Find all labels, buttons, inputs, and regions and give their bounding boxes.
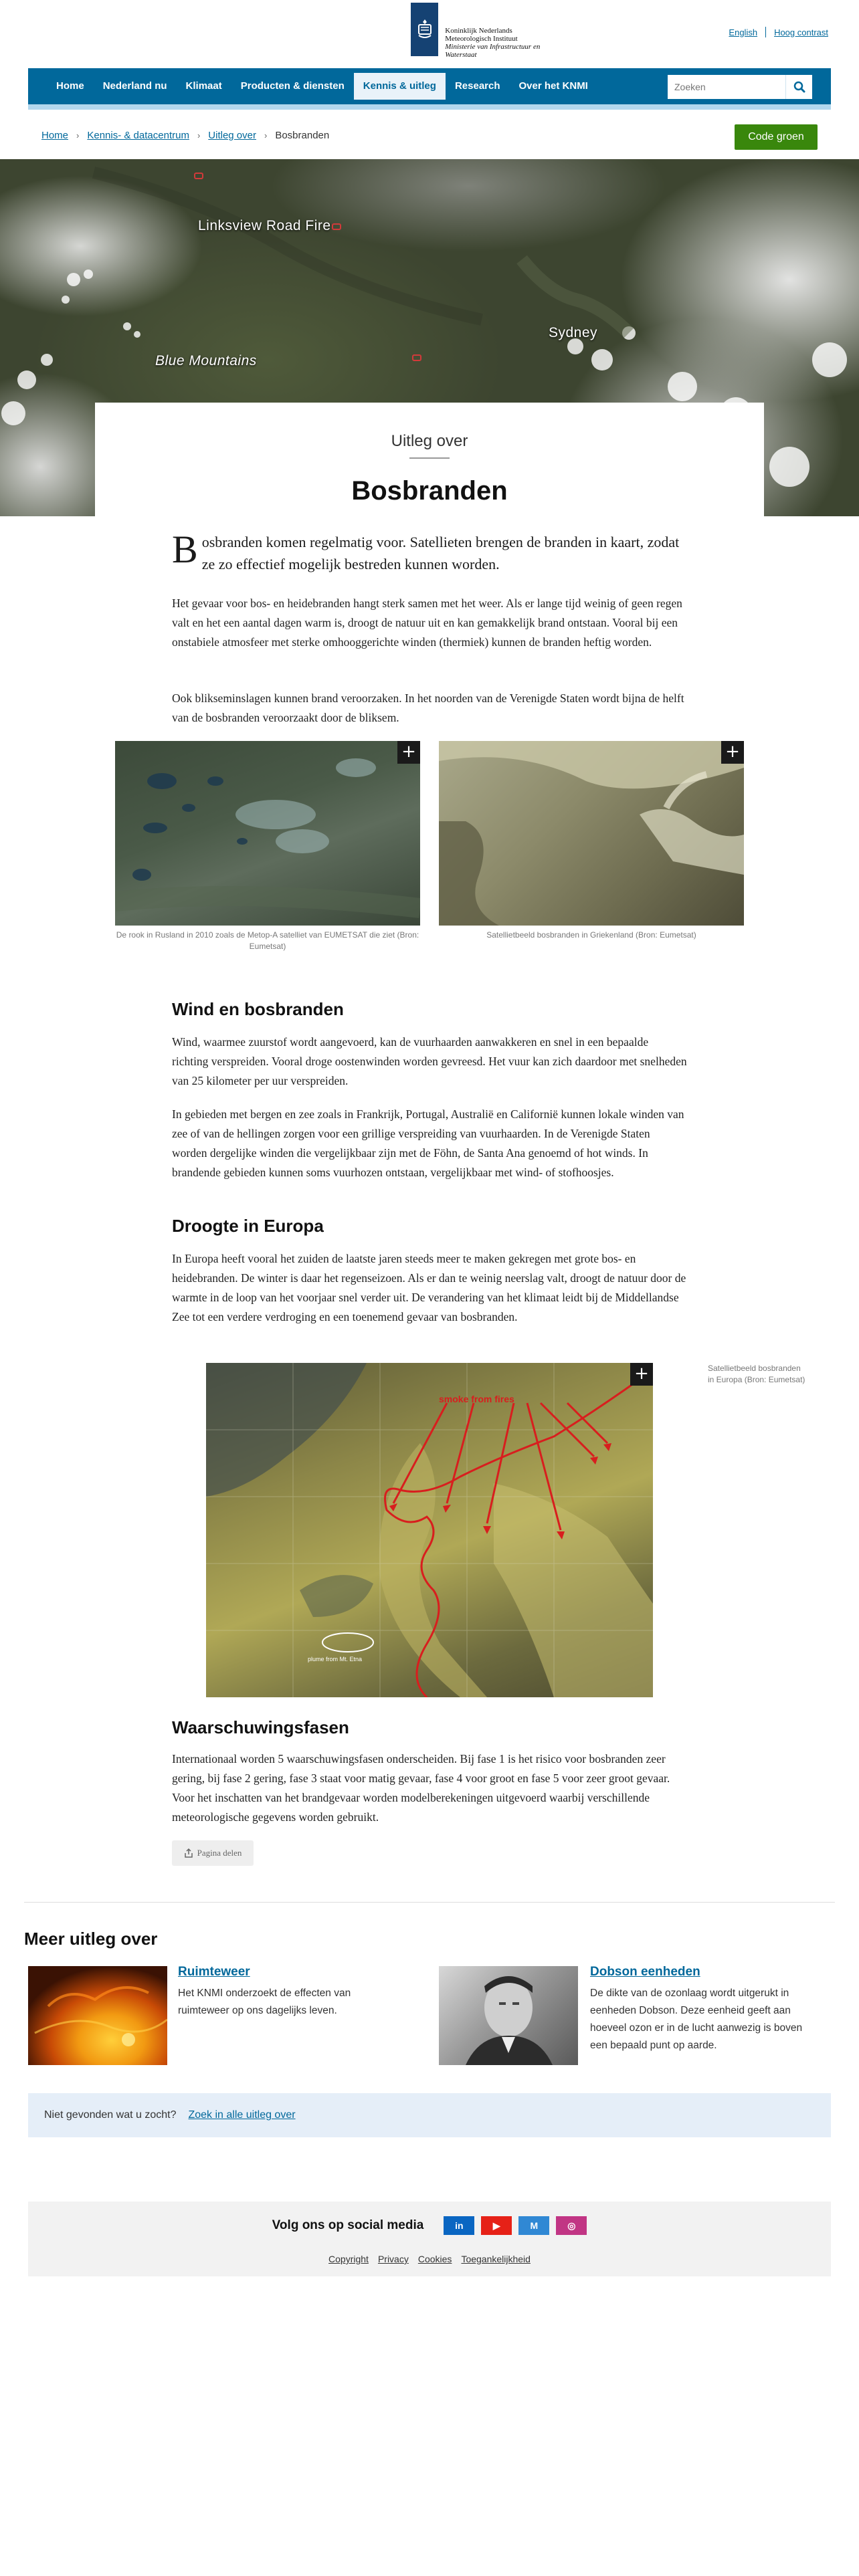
chevron-right-icon: › xyxy=(197,130,201,140)
paragraph-3: Wind, waarmee zuurstof wordt aangevoerd, kan de vuurhaarden aanwakkeren en snel in een bepaalde richting verspreiden. Vooral droge oostenwinden worden gevreesd. Het vuur kan zich daardoor met snelheden van 25 kilometer per uur verspreiden. xyxy=(172,1035,687,1087)
share-icon xyxy=(184,1848,193,1858)
section-divider xyxy=(24,1902,835,1903)
breadcrumb-home[interactable]: Home xyxy=(41,130,69,141)
logo-line-3: Ministerie van Infrastructuur en Waterstaat xyxy=(445,43,541,59)
site-header xyxy=(0,0,859,64)
search-icon xyxy=(793,81,805,93)
expand-icon[interactable]: + xyxy=(630,1363,653,1386)
sun-image[interactable] xyxy=(28,1966,167,2065)
footer-links xyxy=(28,2254,831,2264)
separator xyxy=(765,27,766,37)
top-links xyxy=(729,27,828,37)
chevron-right-icon: › xyxy=(76,130,80,140)
nav-item-research[interactable]: Research xyxy=(454,80,500,92)
intro-text: osbranden komen regelmatig voor. Satellieten brengen de branden in kaart, zodat ze zo effectief mogelijk bestreden kunnen worden. xyxy=(201,534,680,572)
label-plume-etna: plume from Mt. Etna xyxy=(308,1656,363,1662)
footer-link-privacy[interactable]: Privacy xyxy=(377,2254,409,2264)
sun-texture xyxy=(28,1966,167,2065)
footer-link-copyright[interactable]: Copyright xyxy=(328,2254,369,2264)
nav-item-klimaat[interactable]: Klimaat xyxy=(185,80,222,92)
portrait-texture xyxy=(439,1966,578,2065)
hero-label-sydney: Sydney xyxy=(549,325,598,340)
logo-text xyxy=(438,3,571,59)
page-title: Bosbranden xyxy=(351,476,508,506)
breadcrumb-current: Bosbranden xyxy=(275,130,330,141)
image-greece-fires[interactable] xyxy=(439,741,744,926)
expand-icon[interactable]: + xyxy=(721,741,744,764)
hero-label-blue-mountains: Blue Mountains xyxy=(155,353,257,368)
breadcrumb-uitleg[interactable]: Uitleg over xyxy=(208,130,256,141)
mastodon-icon[interactable]: M xyxy=(518,2216,549,2235)
footer-link-cookies[interactable]: Cookies xyxy=(417,2254,452,2264)
title-card xyxy=(95,403,764,516)
fire-marker xyxy=(332,223,341,230)
dropcap: B xyxy=(172,528,198,571)
page-eyebrow: Uitleg over xyxy=(391,432,468,450)
footer xyxy=(28,2202,831,2276)
paragraph-6: Internationaal worden 5 waarschuwingsfasen onderscheiden. Bij fase 1 is het risico voor bosbranden zeer gering, bij fase 2 gering, fase 3 staat voor matig gevaar, fase 4 voor groot en fase 5 voor zeer groot gevaar. Voor het inschatten van het brandgevaar worden modelberekeningen uitgevoerd waarbij verschillende meteorologische gegevens worden gebruikt. xyxy=(172,1752,670,1824)
logo-line-1: Koninklijk Nederlands xyxy=(445,27,512,35)
heading-waarschuwingsfasen: Waarschuwingsfasen xyxy=(172,1717,349,1737)
breadcrumb xyxy=(41,130,329,141)
weather-code-button[interactable]: Code groen xyxy=(735,124,818,150)
teaser-dobson-text: De dikte van de ozonlaag wordt uitgerukt in eenheden Dobson. Deze eenheid geeft aan hoeveel ozon er in de lucht aanwezig is boven een bepaald punt op aarde. xyxy=(590,1988,803,2051)
nav-item-producten-diensten[interactable]: Producten & diensten xyxy=(240,80,345,92)
satellite-texture xyxy=(115,741,420,926)
paragraph-4: In gebieden met bergen en zee zoals in Frankrijk, Portugal, Australië en Californië kunnen lokale winden van zee of van de hellingen zorgen voor een grillige verspreiding van vuurhaarden. In de Verenigde Staten worden dergelijke winden die vergelijkbaar zijn met de Föhn, de Santa Ana genoemd of hot winds. In brandende gebieden kunnen soms vuurhozen ontstaan, vergelijkbaar met wind- of stofhoosjes. xyxy=(172,1107,684,1179)
chevron-right-icon: › xyxy=(264,130,268,140)
not-found-banner xyxy=(28,2093,831,2137)
paragraph-1: Het gevaar voor bos- en heidebranden hangt sterk samen met het weer. Als er lange tijd weinig of geen regen valt en het een aantal dagen warm is, droogt de natuur uit en kan gemakkelijk brand ontstaan. Vooral bij een onstabiele atmosfeer met sterke omhooggerichte winden (thermiek) kunnen de branden heftig worden. xyxy=(172,597,682,649)
search-form xyxy=(668,75,812,99)
search-input[interactable] xyxy=(668,75,785,99)
satellite-annotated-map xyxy=(206,1363,653,1697)
image-2-caption: Satellietbeeld bosbranden in Griekenland (Bron: Eumetsat) xyxy=(486,930,696,940)
label-smoke-from-fires: smoke from fires xyxy=(439,1394,514,1404)
dobson-portrait-image[interactable] xyxy=(439,1966,578,2065)
satellite-texture xyxy=(439,741,744,926)
divider xyxy=(409,457,450,459)
share-label: Pagina delen xyxy=(197,1848,242,1858)
youtube-icon[interactable]: ▶ xyxy=(481,2216,512,2235)
search-button[interactable] xyxy=(785,75,812,99)
fire-marker xyxy=(194,173,203,179)
high-contrast-link[interactable]: Hoog contrast xyxy=(774,27,828,37)
paragraph-5: In Europa heeft vooral het zuiden de laatste jaren steeds meer te maken gekregen met grote bos- en heidebranden. De winter is daar het regenseizoen. Als er dan te weinig neerslag valt, droogt de natuur door de warmte in de loop van het voorjaar snel verder uit. De verandering van het klimaat leidt bij de Middellandse Zee tot een verdere verdroging en een toenemend gevaar van bosbranden. xyxy=(172,1252,686,1323)
footer-link-toegankelijkheid[interactable]: Toegankelijkheid xyxy=(461,2254,531,2264)
social-title: Volg ons op social media xyxy=(272,2218,424,2232)
hero-label-linksview: Linksview Road Fire xyxy=(198,218,331,233)
nav-item-home[interactable]: Home xyxy=(56,80,84,92)
social-row xyxy=(28,2216,831,2235)
nav-item-over-knmi[interactable]: Over het KNMI xyxy=(518,80,588,92)
fire-marker xyxy=(412,354,421,361)
image-1-caption: De rook in Rusland in 2010 zoals de Metop-A satelliet van EUMETSAT die ziet (Bron: Eumetsat) xyxy=(116,930,419,951)
english-link[interactable]: English xyxy=(729,27,758,37)
breadcrumb-kennis[interactable]: Kennis- & datacentrum xyxy=(87,130,189,141)
heading-droogte: Droogte in Europa xyxy=(172,1216,324,1236)
nav-item-nederland-nu[interactable]: Nederland nu xyxy=(102,80,167,92)
teaser-dobson-link[interactable]: Dobson eenheden xyxy=(590,1965,700,1979)
expand-icon[interactable]: + xyxy=(397,741,420,764)
image-europe-fires[interactable] xyxy=(206,1363,653,1697)
rijkslogo-bar xyxy=(411,3,438,56)
linkedin-icon[interactable]: in xyxy=(444,2216,474,2235)
search-all-link[interactable]: Zoek in alle uitleg over xyxy=(188,2109,296,2121)
share-page-button[interactable] xyxy=(172,1840,254,1866)
paragraph-2: Ook blikseminslagen kunnen brand veroorzaken. In het noorden van de Verenigde Staten wordt bijna de helft van de bosbranden veroorzaakt door de bliksem. xyxy=(172,691,684,724)
instagram-icon[interactable]: ◎ xyxy=(556,2216,587,2235)
teaser-ruimteweer-text: Het KNMI onderzoekt de effecten van ruimteweer op ons dagelijks leven. xyxy=(178,1988,351,2016)
logo-line-2: Meteorologisch Instituut xyxy=(445,35,518,43)
main-navigation xyxy=(28,68,831,110)
not-found-question: Niet gevonden wat u zocht? xyxy=(44,2109,177,2121)
crest-icon xyxy=(416,18,434,41)
nav-item-kennis-uitleg[interactable]: Kennis & uitleg xyxy=(354,73,446,100)
related-section-title: Meer uitleg over xyxy=(24,1929,158,1949)
teaser-ruimteweer-link[interactable]: Ruimteweer xyxy=(178,1965,250,1979)
image-3-caption: Satellietbeeld bosbranden in Europa (Bron: Eumetsat) xyxy=(708,1364,805,1384)
knmi-logo[interactable] xyxy=(411,3,571,59)
heading-wind: Wind en bosbranden xyxy=(172,999,344,1019)
intro-paragraph xyxy=(172,528,687,575)
image-russia-smoke[interactable] xyxy=(115,741,420,926)
